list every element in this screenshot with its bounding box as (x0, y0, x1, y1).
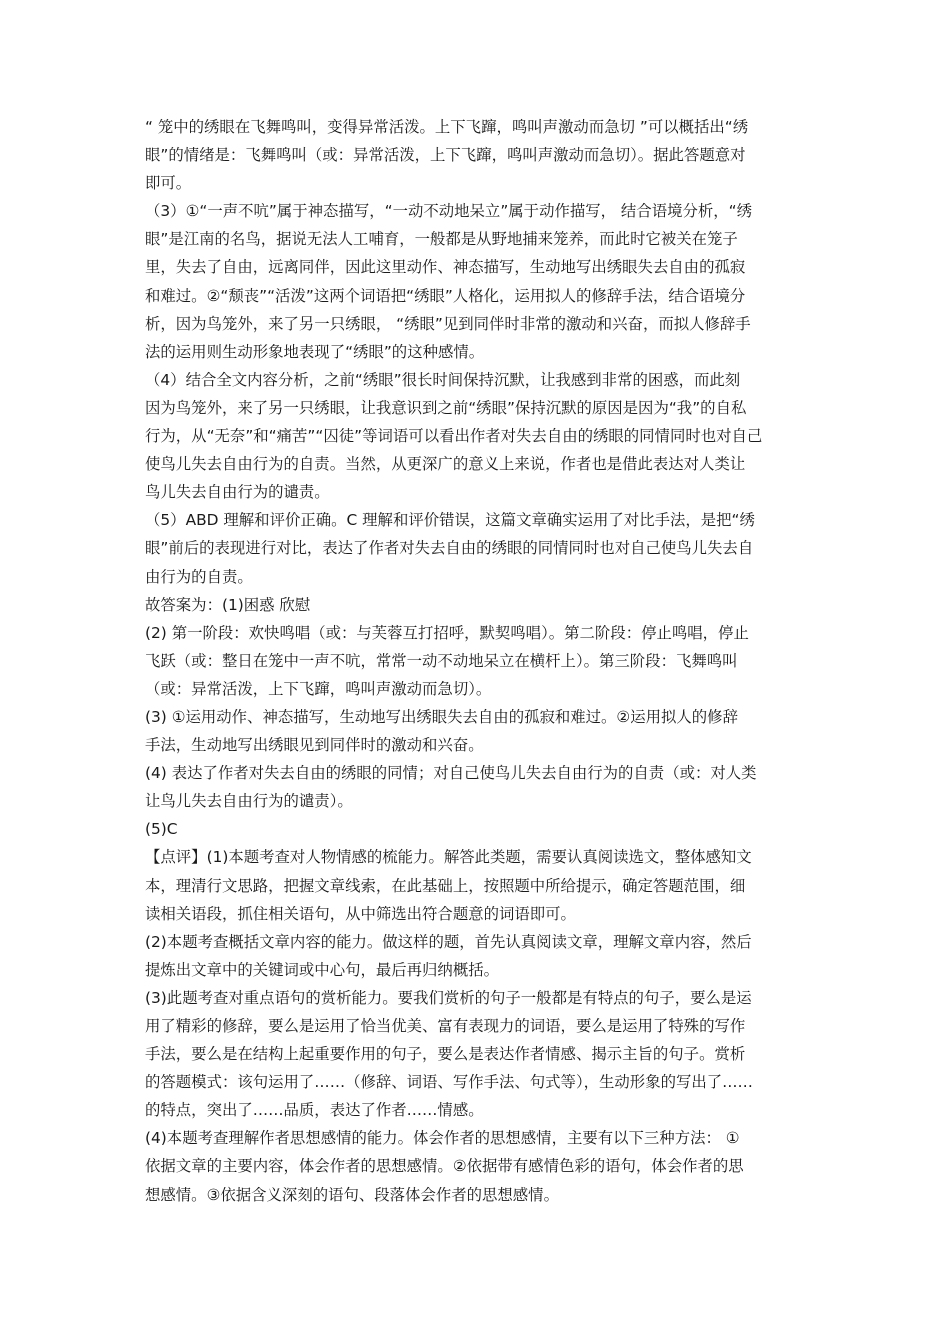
text-line: (4)本题考查理解作者思想感情的能力。体会作者的思想感情，主要有以下三种方法： ① (145, 1129, 740, 1148)
paragraph (145, 815, 818, 843)
paragraph (145, 591, 818, 619)
text-line: （或：异常活泼，上下飞蹿，鸣叫声激动而急切）。 (145, 679, 492, 698)
text-line: 因为鸟笼外，来了另一只绣眼，让我意识到之前“绣眼”保持沉默的原因是因为“我”的自私 (145, 398, 747, 417)
text-line: 析，因为鸟笼外，来了另一只绣眼， “绣眼”见到同伴时非常的激动和兴奋，而拟人修辞手 (145, 314, 751, 333)
text-line: 行为，从“无奈”和“痛苦”“囚徒”等词语可以看出作者对失去自由的绣眼的同情同时也对自己 (145, 427, 763, 446)
text-line: 【点评】(1)本题考查对人物情感的梳能力。解答此类题，需要认真阅读选文，整体感知文 (145, 848, 752, 867)
text-line: (4) 表达了作者对失去自由的绣眼的同情；对自己使鸟儿失去自由行为的自责（或：对人类 (145, 764, 757, 783)
text-line: (2) 第一阶段：欢快鸣唱（或：与芙蓉互打招呼，默契鸣唱）。第二阶段：停止鸣唱，停止 (145, 623, 749, 642)
text-line: “ 笼中的绣眼在飞舞鸣叫，变得异常活泼。上下飞蹿，鸣叫声激动而急切 ”可以概括出“绣 (145, 118, 749, 136)
paragraph (145, 759, 818, 815)
text-line: 眼”的情绪是：飞舞鸣叫（或：异常活泼，上下飞蹿，鸣叫声激动而急切）。据此答题意对 (145, 146, 746, 165)
text-line: 飞跃（或：整日在笼中一声不吭，常常一动不动地呆立在横杆上）。第三阶段：飞舞鸣叫 (145, 651, 738, 670)
text-line: 依据文章的主要内容，体会作者的思想感情。②依据带有感情色彩的语句，体会作者的思 (145, 1157, 744, 1176)
text-line: 和难过。②“颓丧”“活泼”这两个词语把“绣眼”人格化，运用拟人的修辞手法，结合语境分 (145, 286, 746, 305)
text-line: (2)本题考查概括文章内容的能力。做这样的题，首先认真阅读文章，理解文章内容，然后 (145, 932, 752, 951)
answer-explanation-body (145, 113, 818, 1209)
paragraph (145, 506, 818, 590)
text-line: 由行为的自责。 (145, 567, 253, 586)
text-line: 读相关语段，抓住相关语句，从中筛选出符合题意的词语即可。 (145, 904, 576, 923)
text-line: 手法，要么是在结构上起重要作用的句子，要么是表达作者情感、揭示主旨的句子。赏析 (145, 1045, 746, 1064)
text-line: 眼”是江南的名鸟，据说无法人工哺育，一般都是从野地捕来笼养，而此时它被关在笼子 (145, 230, 738, 249)
text-line: （3）①“一声不吭”属于神态描写，“一动不动地呆立”属于动作描写， 结合语境分析，“绣 (145, 202, 753, 221)
text-line: 想感情。③依据含义深刻的语句、段落体会作者的思想感情。 (145, 1185, 559, 1204)
text-line: 故答案为：(1)困惑 欣慰 (145, 595, 311, 614)
paragraph (145, 619, 818, 703)
text-line: 用了精彩的修辞，要么是运用了恰当优美、富有表现力的词语，要么是运用了特殊的写作 (145, 1017, 746, 1035)
paragraph (145, 843, 818, 927)
text-line: 让鸟儿失去自由行为的谴责）。 (145, 792, 353, 811)
text-line: 提炼出文章中的关键词或中心句，最后再归纳概括。 (145, 960, 499, 979)
paragraph (145, 366, 818, 506)
text-line: 手法，生动地写出绣眼见到同伴时的激动和兴奋。 (145, 736, 484, 755)
text-line: 的特点，突出了……品质，表达了作者……情感。 (145, 1101, 484, 1120)
text-line: （4）结合全文内容分析，之前“绣眼”很长时间保持沉默，让我感到非常的困惑，而此刻 (145, 370, 741, 389)
paragraph (145, 1124, 818, 1208)
text-line: 眼”前后的表现进行对比，表达了作者对失去自由的绣眼的同情同时也对自己使鸟儿失去自 (145, 539, 754, 558)
text-line: 鸟儿失去自由行为的谴责。 (145, 483, 330, 502)
text-line: 使鸟儿失去自由行为的自责。当然，从更深广的意义上来说，作者也是借此表达对人类让 (145, 455, 746, 474)
text-line: 的答题模式：该句运用了……（修辞、词语、写作手法、句式等），生动形象的写出了…… (145, 1073, 753, 1092)
paragraph (145, 113, 818, 197)
paragraph (145, 703, 818, 759)
text-line: 本，理清行文思路，把握文章线索，在此基础上，按照题中所给提示，确定答题范围，细 (145, 876, 746, 895)
text-line: (3)此题考查对重点语句的赏析能力。要我们赏析的句子一般都是有特点的句子，要么是运 (145, 988, 752, 1007)
text-line: 即可。 (145, 174, 192, 193)
text-line: 里，失去了自由，远离同伴，因此这里动作、神态描写，生动地写出绣眼失去自由的孤寂 (145, 258, 746, 277)
paragraph (145, 928, 818, 984)
text-line: (3) ①运用动作、神态描写，生动地写出绣眼失去自由的孤寂和难过。②运用拟人的修辞 (145, 707, 738, 726)
text-line: (5)C (145, 820, 178, 839)
paragraph (145, 197, 818, 366)
paragraph (145, 984, 818, 1124)
text-line: 法的运用则生动形象地表现了“绣眼”的这种感情。 (145, 342, 485, 361)
text-line: （5）ABD 理解和评价正确。C 理解和评价错误，这篇文章确实运用了对比手法，是把“绣 (145, 511, 755, 530)
